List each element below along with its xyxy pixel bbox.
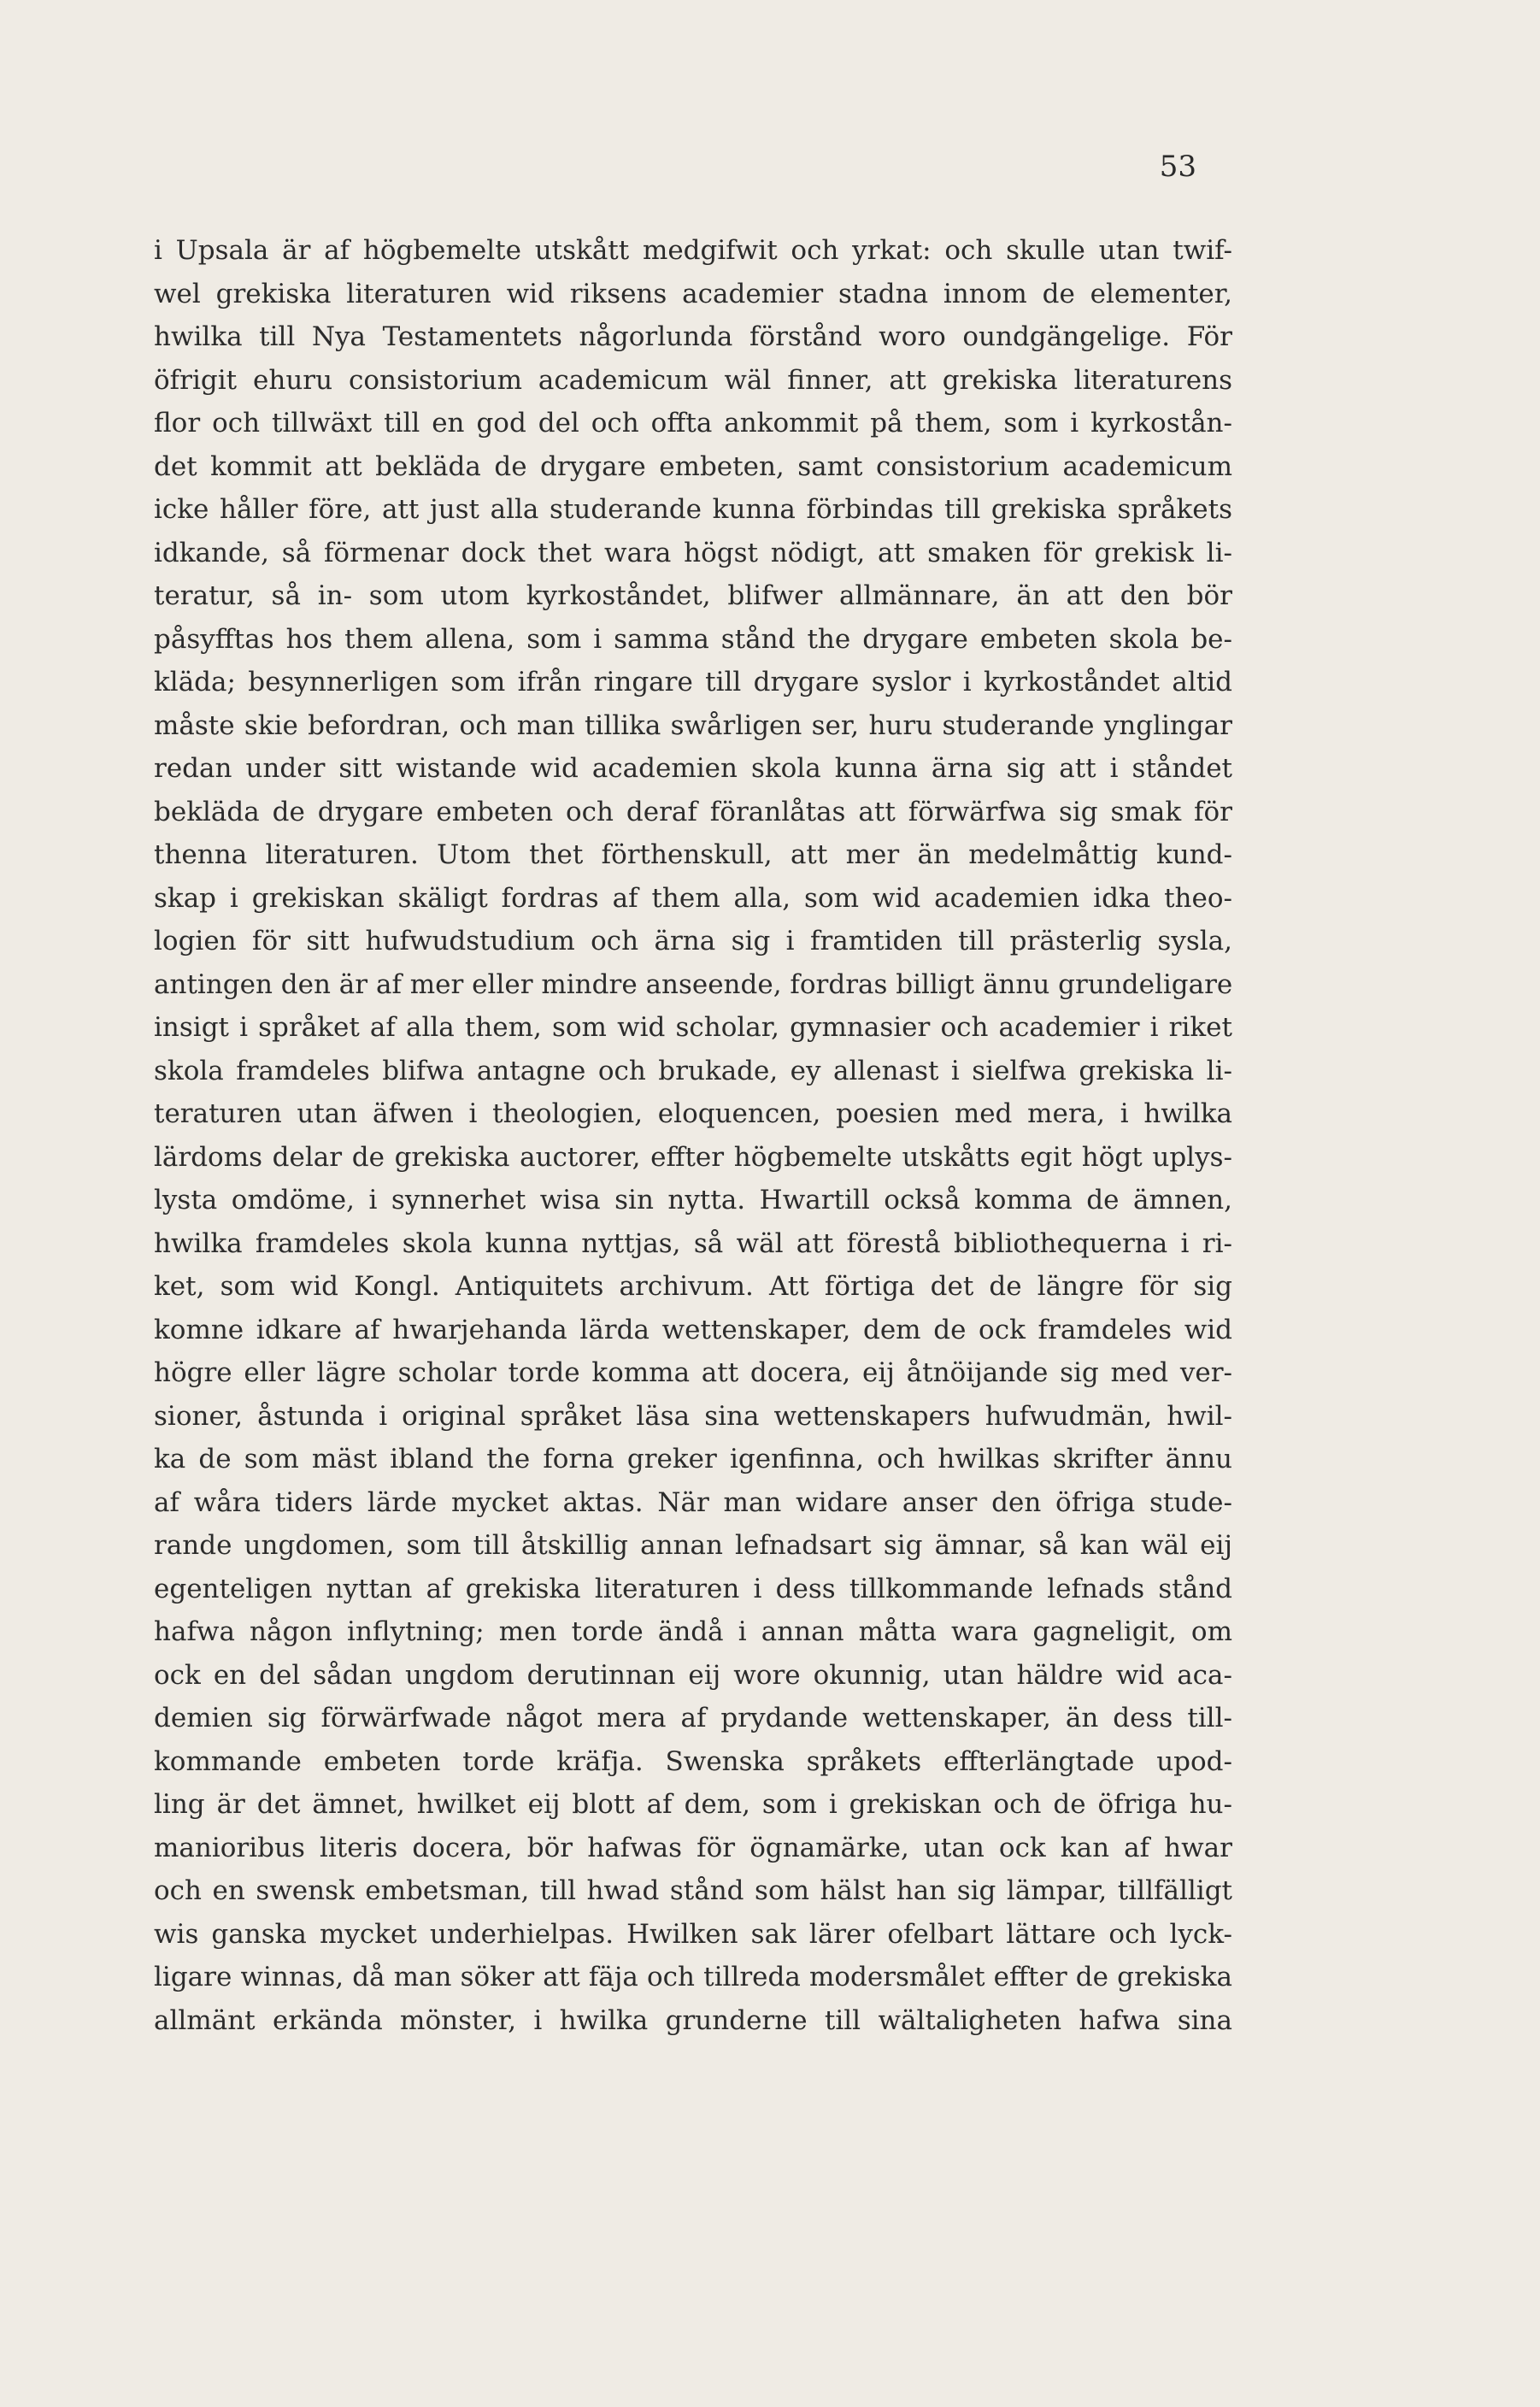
text-line: teratur, så in- som utom kyrkoståndet, blifwer allmännare, än att den bör (154, 580, 1232, 611)
text-line: idkande, så förmenar dock thet wara högst nödigt, att smaken för grekisk li- (154, 537, 1232, 568)
text-line: insigt i språket af alla them, som wid scholar, gymnasier och academier i riket (154, 1012, 1232, 1043)
text-line: wis ganska mycket underhielpas. Hwilken sak lärer ofelbart lättare och lyck- (154, 1918, 1232, 1950)
text-line: teraturen utan äfwen i theologien, eloquencen, poesien med mera, i hwilka (154, 1098, 1232, 1129)
text-line: skola framdeles blifwa antagne och brukade, ey allenast i sielfwa grekiska li- (154, 1055, 1232, 1086)
text-line: hwilka till Nya Testamentets någorlunda förstånd woro oundgängelige. För (154, 321, 1232, 352)
text-line: det kommit att bekläda de drygare embeten, samt consistorium academicum (154, 450, 1232, 482)
text-line: manioribus literis docera, bör hafwas för ögnamärke, utan ock kan af hwar (154, 1832, 1232, 1863)
body-text (154, 229, 1232, 2042)
text-line: allmänt erkända mönster, i hwilka grunderne till wältaligheten hafwa sina (154, 2004, 1232, 2036)
page-number: 53 (1159, 150, 1196, 184)
text-line: icke håller före, att just alla studerande kunna förbindas till grekiska språkets (154, 494, 1232, 525)
text-line: flor och tillwäxt till en god del och offta ankommit på them, som i kyrkostån- (154, 408, 1232, 438)
text-line: sioner, åstunda i original språket läsa sina wettenskapers hufwudmän, hwil- (154, 1400, 1232, 1432)
text-line: lysta omdöme, i synnerhet wisa sin nytta. Hwartill också komma de ämnen, (154, 1185, 1232, 1215)
text-line: måste skie befordran, och man tillika swårligen ser, huru studerande ynglingar (154, 709, 1232, 741)
text-line: lärdoms delar de grekiska auctorer, effter högbemelte utskåtts egit högt uplys- (154, 1141, 1232, 1173)
text-line: rande ungdomen, som till åtskillig annan lefnadsart sig ämnar, så kan wäl eij (154, 1530, 1232, 1561)
text-line: demien sig förwärfwade något mera af prydande wettenskaper, än dess till- (154, 1703, 1232, 1733)
text-line: ka de som mäst ibland the forna greker igenfinna, och hwilkas skrifter ännu (154, 1444, 1232, 1474)
text-line: thenna literaturen. Utom thet förthenskull, att mer än medelmåttig kund- (154, 839, 1232, 870)
text-line: hafwa någon inflytning; men torde ändå i annan måtta wara gagneligit, om (154, 1616, 1232, 1647)
text-line: öfrigit ehuru consistorium academicum wäl finner, att grekiska literaturens (154, 364, 1232, 396)
text-line: skap i grekiskan skäligt fordras af them alla, som wid academien idka theo- (154, 882, 1232, 914)
text-line: ket, som wid Kongl. Antiquitets archivum. Att förtiga det de längre för sig (154, 1271, 1232, 1302)
text-line: bekläda de drygare embeten och deraf föranlåtas att förwärfwa sig smak för (154, 796, 1232, 827)
text-line: kläda; besynnerligen som ifrån ringare till drygare syslor i kyrkoståndet altid (154, 667, 1232, 697)
text-line: högre eller lägre scholar torde komma att docera, eij åtnöijande sig med ver- (154, 1357, 1232, 1388)
text-line: ock en del sådan ungdom derutinnan eij wore okunnig, utan häldre wid aca- (154, 1659, 1232, 1691)
text-line: i Upsala är af högbemelte utskått medgifwit och yrkat: och skulle utan twif- (154, 235, 1232, 266)
text-line: logien för sitt hufwudstudium och ärna sig i framtiden till prästerlig sysla, (154, 926, 1232, 956)
text-line: af wåra tiders lärde mycket aktas. När man widare anser den öfriga stude- (154, 1486, 1232, 1518)
text-line: ligare winnas, då man söker att fäja och tillreda modersmålet effter de grekiska (154, 1962, 1232, 1992)
text-line: redan under sitt wistande wid academien skola kunna ärna sig att i ståndet (154, 753, 1232, 784)
text-line: wel grekiska literaturen wid riksens academier stadna innom de elementer, (154, 278, 1232, 309)
text-line: egenteligen nyttan af grekiska literaturen i dess tillkommande lefnads stånd (154, 1573, 1232, 1604)
text-line: hwilka framdeles skola kunna nyttjas, så wäl att förestå bibliothequerna i ri- (154, 1227, 1232, 1259)
text-line: komne idkare af hwarjehanda lärda wettenskaper, dem de ock framdeles wid (154, 1314, 1232, 1345)
text-line: antingen den är af mer eller mindre anseende, fordras billigt ännu grundeligare (154, 968, 1233, 1000)
text-line: och en swensk embetsman, till hwad stånd som hälst han sig lämpar, tillfälligt (154, 1875, 1232, 1906)
text-line: ling är det ämnet, hwilket eij blott af dem, som i grekiskan och de öfriga hu- (154, 1789, 1232, 1820)
text-line: påsyfftas hos them allena, som i samma stånd the drygare embeten skola be- (154, 623, 1232, 655)
text-line: kommande embeten torde kräfja. Swenska språkets effterlängtade upod- (154, 1745, 1232, 1777)
